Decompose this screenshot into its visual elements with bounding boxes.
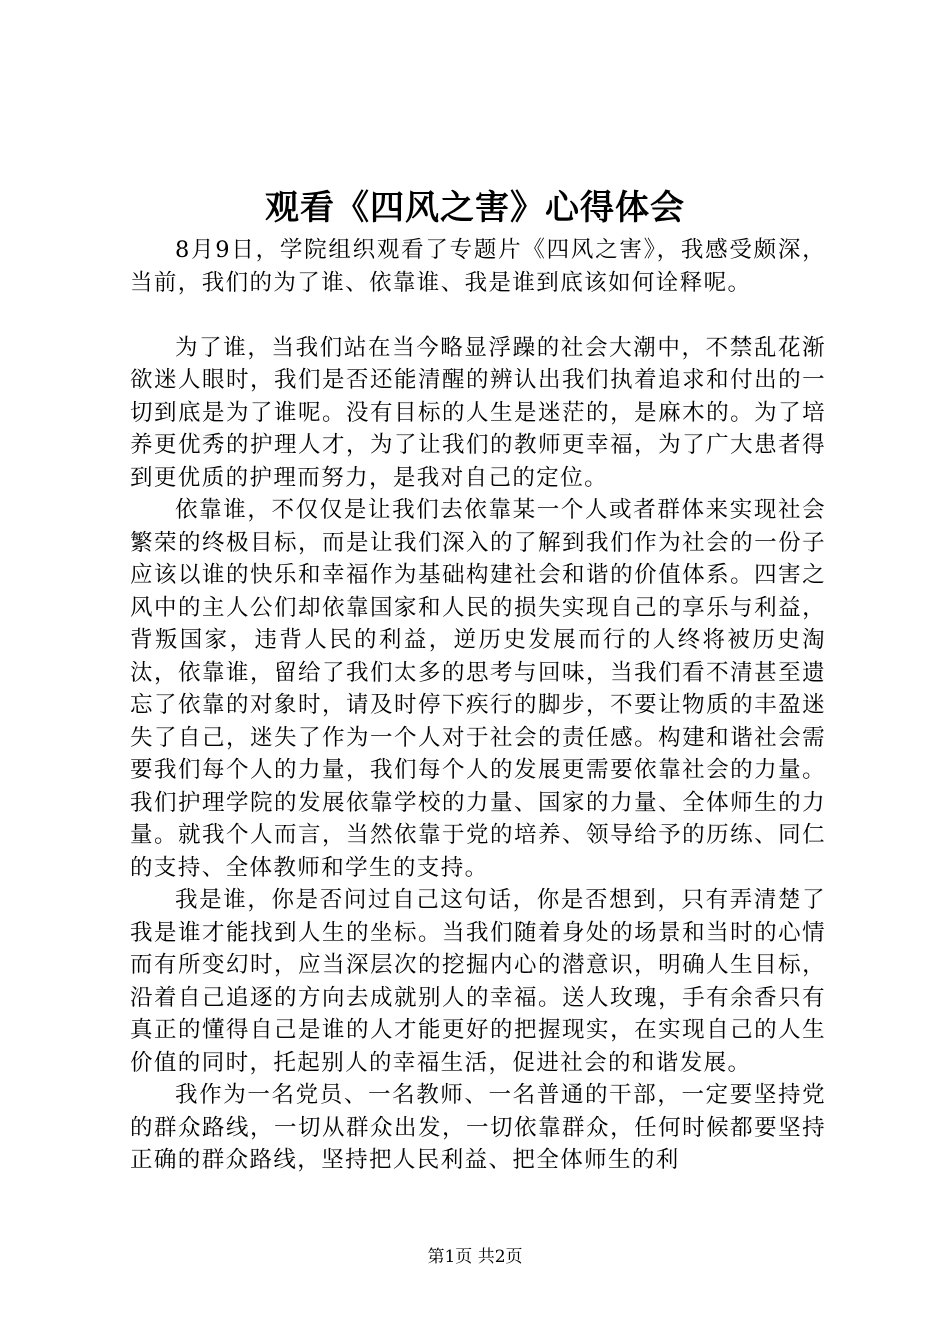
page-footer: 第1页 共2页 — [427, 1247, 523, 1267]
document-title: 观看《四风之害》心得体会 — [265, 188, 685, 228]
paragraph-rely-on-whom: 依靠谁，不仅仅是让我们去依靠某一个人或者群体来实现社会繁荣的终极目标，而是让我们深入的了解到我们作为社会的一份子应该以谁的快乐和幸福作为基础构建社会和谐的价值体系。四害之风中的主人公们却依靠国家和人民的损失实现自己的享乐与利益，背叛国家，违背人民的利益，逆历史发展而行的人终将被历史淘汰，依靠谁，留给了我们太多的思考与回味，当我们看不清甚至遗忘了依靠的对象时，请及时停下疾行的脚步，不要让物质的丰盈迷失了自己，迷失了作为一个人对于社会的责任感。构建和谐社会需要我们每个人的力量，我们每个人的发展更需要依靠社会的力量。我们护理学院的发展依靠学校的力量、国家的力量、全体师生的力量。就我个人而言，当然依靠于党的培养、领导给予的历练、同仁的支持、全体教师和学生的支持。 — [130, 497, 826, 881]
paragraph-spacer — [130, 299, 826, 332]
paragraph-who-am-i: 我是谁，你是否问过自己这句话，你是否想到，只有弄清楚了我是谁才能找到人生的坐标。当我们随着身处的场景和当时的心情而有所变幻时，应当深层次的挖掘内心的潜意识，明确人生目标，沿着自己追逐的方向去成就别人的幸福。送人玫瑰，手有余香只有真正的懂得自己是谁的人才能更好的把握现实，在实现自己的人生价值的同时，托起别人的幸福生活，促进社会的和谐发展。 — [130, 887, 826, 1076]
paragraph-intro: 8月9日，学院组织观看了专题片《四风之害》，我感受颇深，当前，我们的为了谁、依靠谁、我是谁到底该如何诠释呢。 — [130, 237, 826, 296]
document-body — [130, 234, 826, 1177]
paragraph-for-whom: 为了谁，当我们站在当今略显浮躁的社会大潮中，不禁乱花渐欲迷人眼时，我们是否还能清醒的辨认出我们执着追求和付出的一切到底是为了谁呢。没有目标的人生是迷茫的，是麻木的。为了培养更优秀的护理人才，为了让我们的教师更幸福，为了广大患者得到更优质的护理而努力，是我对自己的定位。 — [130, 334, 826, 491]
paragraph-commitment: 我作为一名党员、一名教师、一名普通的干部，一定要坚持党的群众路线，一切从群众出发，一切依靠群众，任何时候都要坚持正确的群众路线，坚持把人民利益、把全体师生的利 — [130, 1082, 826, 1173]
